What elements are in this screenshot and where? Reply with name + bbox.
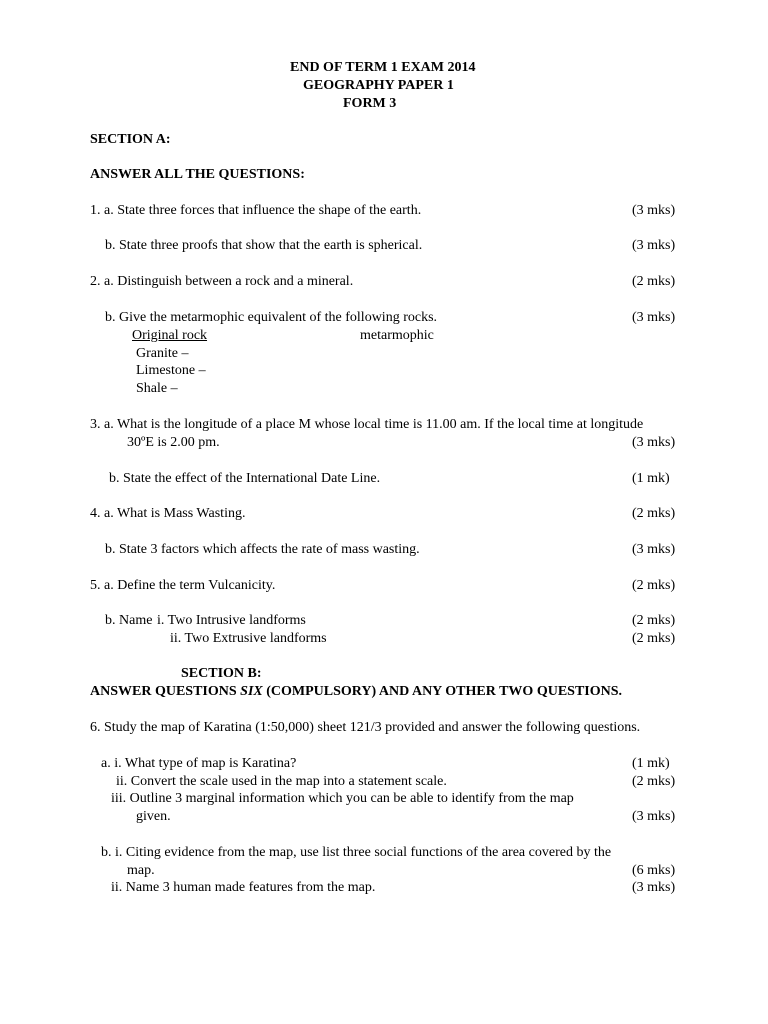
rock-shale: Shale – bbox=[136, 381, 178, 396]
q5b-i-marks: (2 mks) bbox=[632, 613, 676, 628]
q6b-i-line1: b. i. Citing evidence from the map, use list three social functions of the area covered by the bbox=[101, 845, 612, 860]
q3a-line1: 3. a. What is the longitude of a place M whose local time is 11.00 am. If the local time at longitude bbox=[90, 417, 644, 432]
q5a-marks: (2 mks) bbox=[632, 578, 676, 593]
section-a-title: SECTION A: bbox=[90, 132, 171, 147]
q2a-marks: (2 mks) bbox=[632, 274, 676, 289]
q6a-i: a. i. What type of map is Karatina? bbox=[101, 756, 297, 771]
q2b-text: b. Give the metarmophic equivalent of the following rocks. bbox=[105, 310, 438, 325]
q1a-text: 1. a. State three forces that influence the shape of the earth. bbox=[90, 203, 422, 218]
q4a-text: 4. a. What is Mass Wasting. bbox=[90, 506, 246, 521]
q6a-iii-line1: iii. Outline 3 marginal information which you can be able to identify from the map bbox=[111, 791, 574, 806]
section-b-instr-post: (COMPULSORY) AND ANY OTHER TWO QUESTIONS. bbox=[262, 684, 623, 699]
q5b-ii: ii. Two Extrusive landforms bbox=[170, 631, 327, 646]
q6a-ii: ii. Convert the scale used in the map into a statement scale. bbox=[116, 774, 447, 789]
section-b-title: SECTION B: bbox=[181, 666, 262, 681]
q3a-marks: (3 mks) bbox=[632, 435, 676, 450]
q3a-line2: 30ºE is 2.00 pm. bbox=[127, 435, 220, 450]
q1b-text: b. State three proofs that show that the earth is spherical. bbox=[105, 238, 423, 253]
q5b-label: b. Name bbox=[105, 613, 153, 628]
q1a-marks: (3 mks) bbox=[632, 203, 676, 218]
q4b-marks: (3 mks) bbox=[632, 542, 676, 557]
q5b-ii-marks: (2 mks) bbox=[632, 631, 676, 646]
rock-granite: Granite – bbox=[136, 346, 189, 361]
rock-limestone: Limestone – bbox=[136, 363, 206, 378]
form-title: FORM 3 bbox=[343, 96, 397, 111]
q6b-ii: ii. Name 3 human made features from the map. bbox=[111, 880, 376, 895]
q6b-ii-marks: (3 mks) bbox=[632, 880, 676, 895]
q6b-i-line2: map. bbox=[127, 863, 155, 878]
q6a-i-marks: (1 mk) bbox=[632, 756, 670, 771]
paper-title: GEOGRAPHY PAPER 1 bbox=[303, 78, 454, 93]
q5a-text: 5. a. Define the term Vulcanicity. bbox=[90, 578, 276, 593]
q5b-i: i. Two Intrusive landforms bbox=[157, 613, 306, 628]
q6a-ii-marks: (2 mks) bbox=[632, 774, 676, 789]
q6a-iii-marks: (3 mks) bbox=[632, 809, 676, 824]
exam-title: END OF TERM 1 EXAM 2014 bbox=[290, 60, 476, 75]
q4a-marks: (2 mks) bbox=[632, 506, 676, 521]
q1b-marks: (3 mks) bbox=[632, 238, 676, 253]
col-metamorphic: metarmophic bbox=[360, 328, 434, 343]
q2a-text: 2. a. Distinguish between a rock and a mineral. bbox=[90, 274, 354, 289]
col-original-rock: Original rock bbox=[132, 328, 208, 343]
q4b-text: b. State 3 factors which affects the rate of mass wasting. bbox=[105, 542, 420, 557]
section-a-instruction: ANSWER ALL THE QUESTIONS: bbox=[90, 167, 305, 182]
q6b-i-marks: (6 mks) bbox=[632, 863, 676, 878]
section-b-instr-six: SIX bbox=[240, 684, 263, 699]
q3b-marks: (1 mk) bbox=[632, 471, 670, 486]
section-b-instr-pre: ANSWER QUESTIONS bbox=[90, 684, 241, 699]
q6-intro: 6. Study the map of Karatina (1:50,000) sheet 121/3 provided and answer the following questions. bbox=[90, 720, 641, 735]
q6a-iii-line2: given. bbox=[136, 809, 171, 824]
q3b-text: b. State the effect of the International Date Line. bbox=[109, 471, 381, 486]
section-b-instruction bbox=[90, 684, 622, 700]
q2b-marks: (3 mks) bbox=[632, 310, 676, 325]
